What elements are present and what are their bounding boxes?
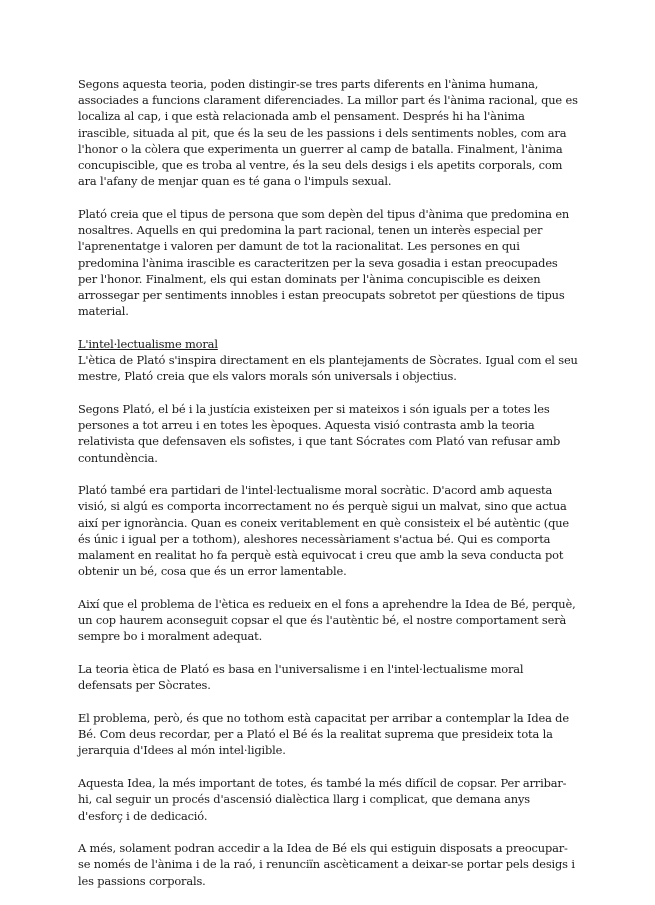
paragraph-dialectic: Aquesta Idea, la més important de totes, és també la més difícil de copsar. Per arribar-hi, cal seguir un procés d'ascensió dialèctica llarg i complicat, que demana anys d'esforç i de dedicació. bbox=[78, 776, 567, 823]
paragraph-person-types: Plató creia que el tipus de persona que som depèn del tipus d'ànima que predomina en nosaltres. Aquells en qui predomina la part racional, tenen un interès especial per l'aprenentatge i valoren per damunt de tot la racionalitat. Les persones en qui predomina l'ànima irascible es caracteritzen per la seva gosadia i estan preocupades per l'honor. Finalment, els qui estan dominats per l'ànima concupiscible es deixen arrossegar per sentiments innobles i estan preocupats sobretot per qüestions de tipus material. bbox=[78, 206, 570, 319]
paragraph-universalism: La teoria ètica de Plató es basa en l'universalisme i en l'intel·lectualisme moral defensats per Sòcrates. bbox=[78, 662, 524, 693]
paragraph-ethics-socrates: L'ètica de Plató s'inspira directament en els plantejaments de Sòcrates. Igual com el seu mestre, Plató creia que els valors morals són universals i objectius. bbox=[78, 353, 578, 384]
section-title: L'intel·lectualisme moral bbox=[78, 336, 218, 351]
paragraph-intellectualism: Plató també era partidari de l'intel·lectualisme moral socràtic. D'acord amb aquesta visió, si algú es comporta incorrectament no és perquè sigui un malvat, sino que actua així per ignorància. Quan es coneix veritablement en què consisteix el bé autèntic (que és únic i igual per a tothom), aleshores necessàriament s'actua bé. Qui es comporta malament en realitat ho fa perquè està equivocat i creu que amb la seva conducta pot obtenir un bé, cosa que és un error lamentable. bbox=[78, 483, 570, 579]
paragraph-problem: El problema, però, és que no tothom està capacitat per arribar a contemplar la Idea de Bé. Com deus recordar, per a Plató el Bé és la realitat suprema que presideix tota la jerarquia d'Idees al món intel·ligible. bbox=[78, 711, 569, 758]
paragraph-soul-parts: Segons aquesta teoria, poden distingir-se tres parts diferents en l'ànima humana, associades a funcions clarament diferenciades. La millor part és l'ànima racional, que es localiza al cap, i que està relacionada amb el pensament. Després hi ha l'ànima irascible, situada al pit, que és la seu de les passions i dels sentiments nobles, com ara l'honor o la còlera que experimenta un guerrer al camp de batalla. Finalment, l'ànima concupiscible, que es troba al ventre, és la seu dels desigs i els apetits corporals, com ara l'afany de menjar quan es té gana o l'impuls sexual. bbox=[78, 77, 578, 189]
document-body bbox=[78, 76, 578, 905]
paragraph-ascetic: A més, solament podran accedir a la Idea de Bé els qui estiguin disposats a preocupar-se només de l'ànima i de la raó, i renunciïn ascèticament a deixar-se portar pels desigs i les passions corporals. bbox=[78, 841, 575, 888]
paragraph-idea-of-good: Així que el problema de l'ètica es redueix en el fons a aprehendre la Idea de Bé, perquè, un cop haurem aconseguit copsar el que és l'autèntic bé, el nostre comportament serà sempre bo i moralment adequat. bbox=[78, 596, 576, 644]
paragraph-good-justice: Segons Plató, el bé i la justícia existeixen per si mateixos i són iguals per a totes les persones a tot arreu i en totes les èpoques. Aquesta visió contrasta amb la teoria relativista que defensaven els sofistes, i que tant Sócrates com Plató van refusar amb contundència. bbox=[78, 401, 561, 465]
